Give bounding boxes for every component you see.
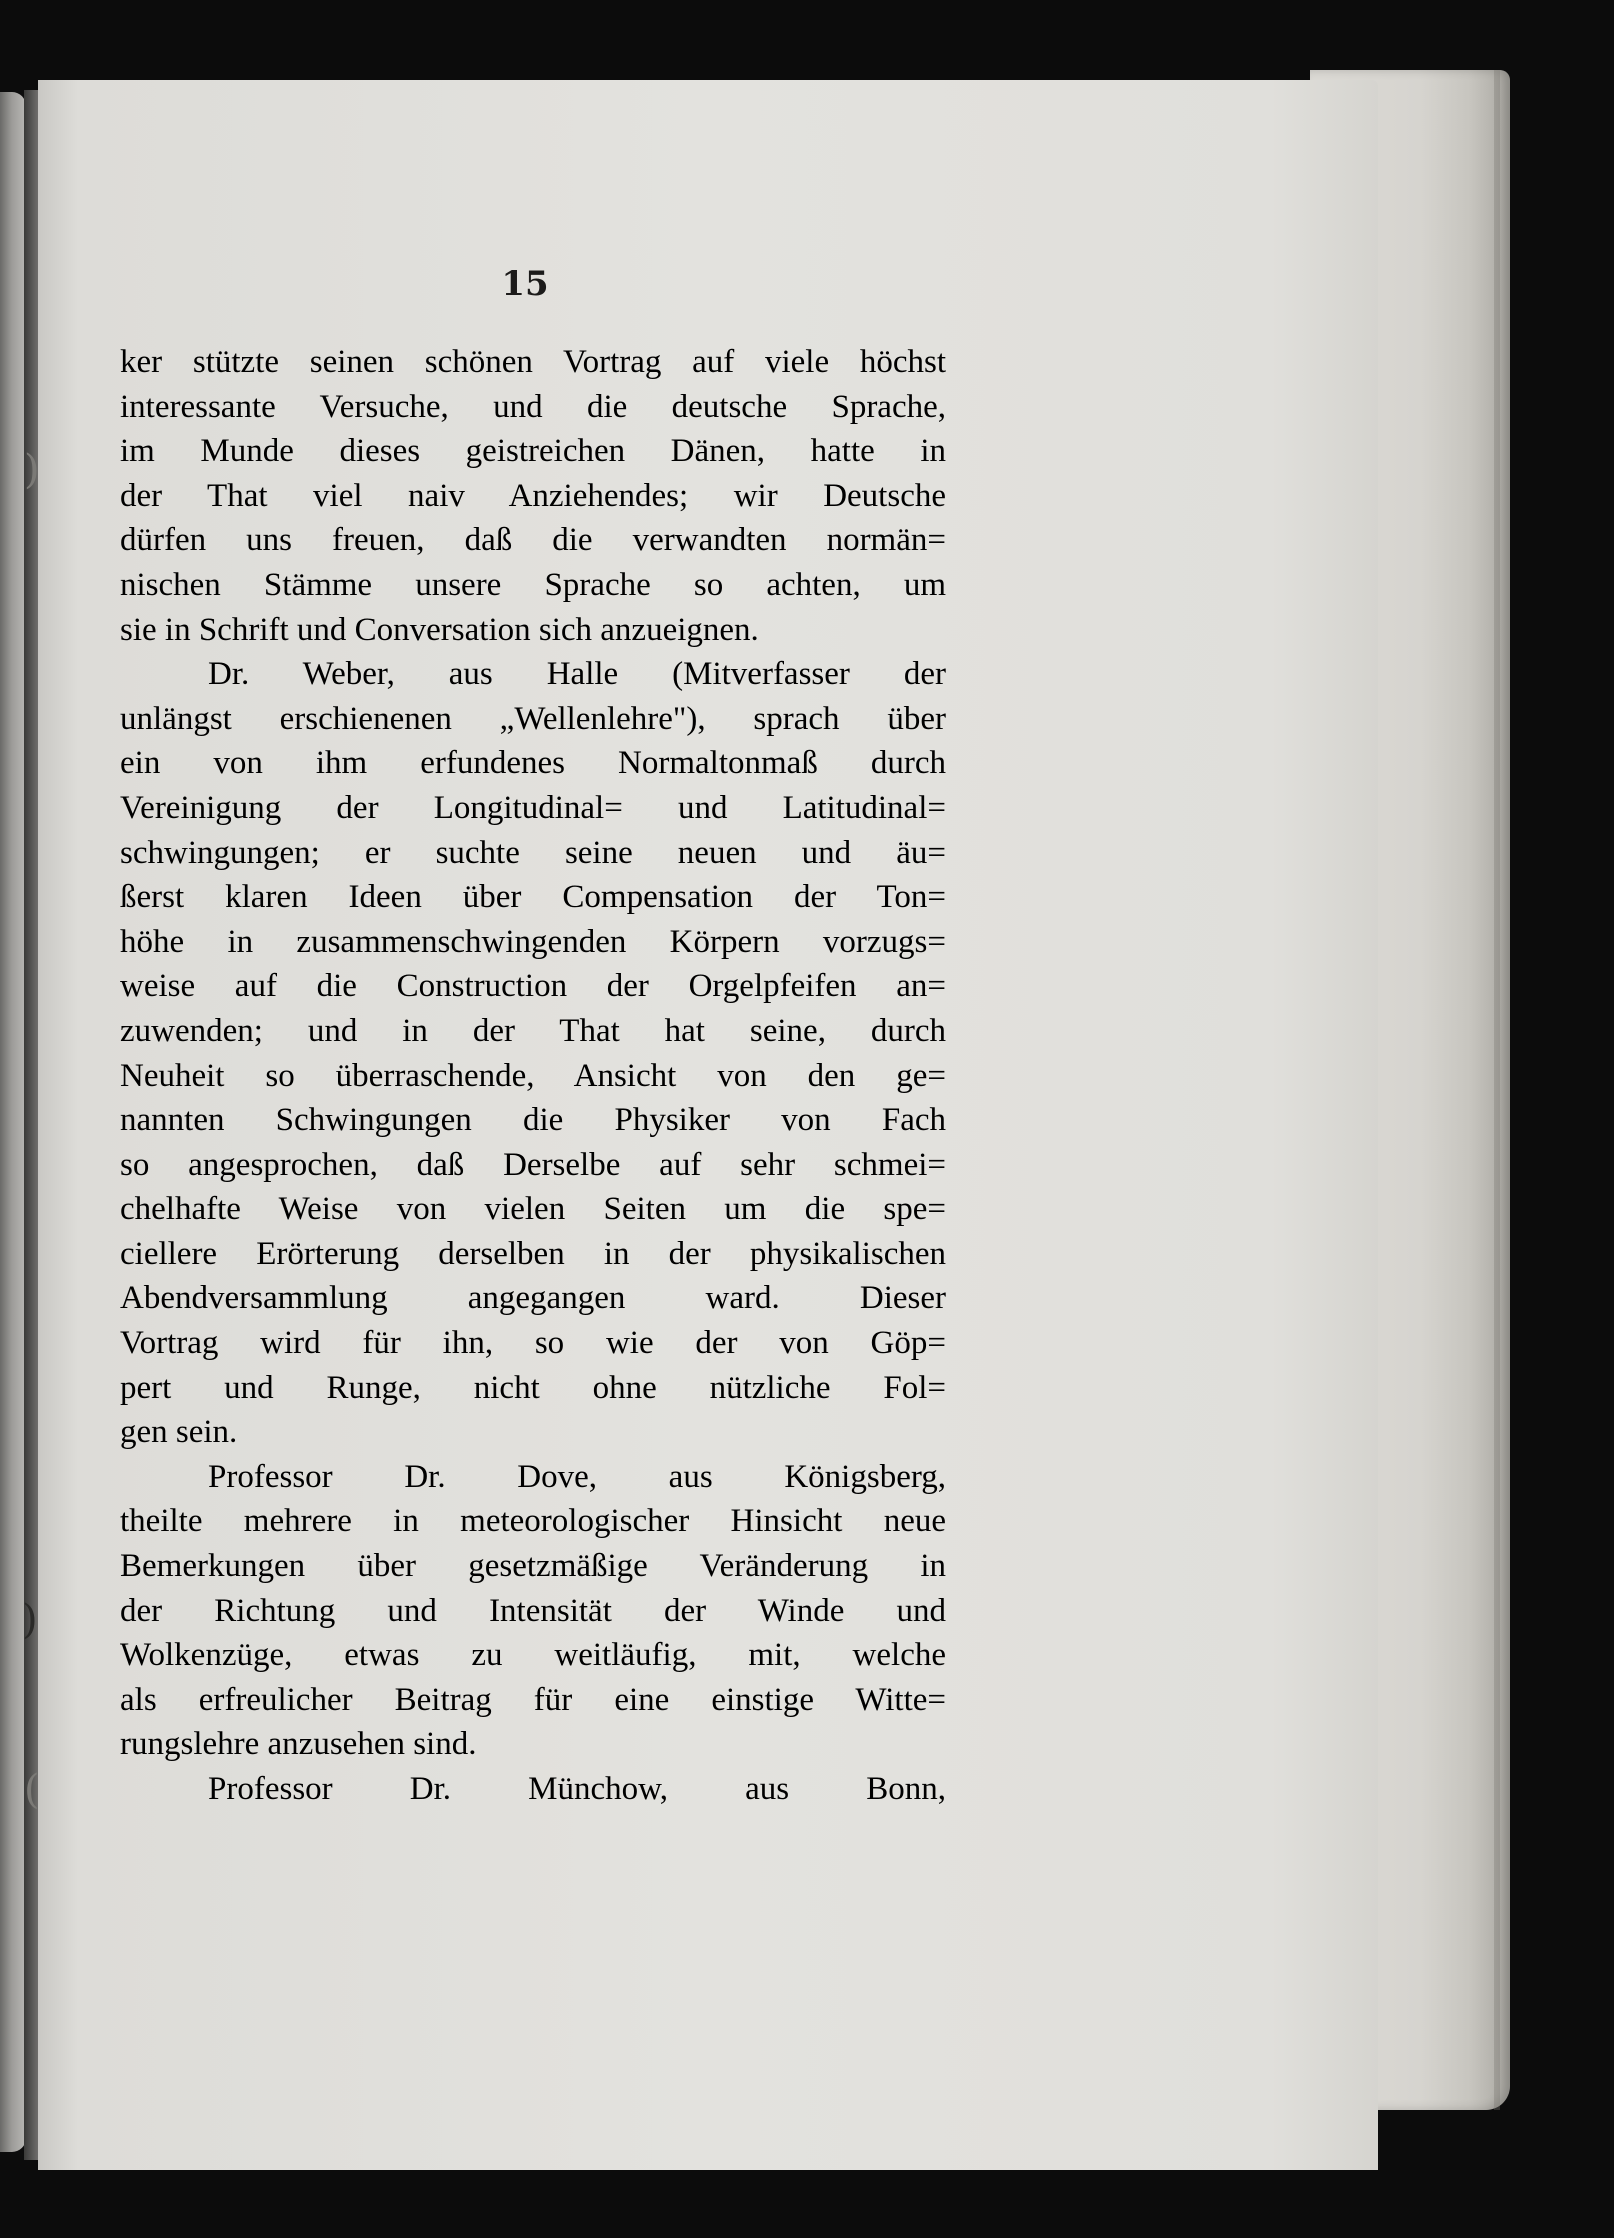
text-line: der Richtung und Intensität der Winde und bbox=[120, 1592, 946, 1629]
text-line: so angesprochen, daß Derselbe auf sehr schmei= bbox=[120, 1146, 946, 1183]
text-line: ßerst klaren Ideen über Compensation der Ton= bbox=[120, 879, 946, 916]
text-line: unlängst erschienenen „Wellenlehre"), sprach über bbox=[120, 700, 946, 737]
text-line: theilte mehrere in meteorologischer Hinsicht neue bbox=[120, 1503, 946, 1540]
margin-bracket-mark: ) bbox=[22, 1597, 38, 1643]
text-line: nannten Schwingungen die Physiker von Fach bbox=[120, 1102, 946, 1139]
text-line: Wolkenzüge, etwas zu weitläufig, mit, welche bbox=[120, 1637, 946, 1674]
previous-page-edge bbox=[0, 92, 26, 2152]
text-line: Vereinigung der Longitudinal= und Latitudinal= bbox=[120, 789, 946, 826]
page-number: 15 bbox=[501, 264, 549, 304]
text-line: im Munde dieses geistreichen Dänen, hatte in bbox=[120, 433, 946, 470]
text-line: zuwenden; und in der That hat seine, durch bbox=[120, 1012, 946, 1049]
margin-bracket-mark: ) bbox=[24, 447, 40, 493]
text-line: höhe in zusammenschwingenden Körpern vorzugs= bbox=[120, 923, 946, 960]
text-line: Bemerkungen über gesetzmäßige Veränderung in bbox=[120, 1548, 946, 1585]
text-line: dürfen uns freuen, daß die verwandten normän= bbox=[120, 522, 946, 559]
text-line: rungslehre anzusehen sind. bbox=[120, 1726, 477, 1763]
text-line: schwingungen; er suchte seine neuen und äu= bbox=[120, 834, 946, 871]
text-line: nischen Stämme unsere Sprache so achten, um bbox=[120, 566, 946, 603]
text-line: sie in Schrift und Conversation sich anzueignen. bbox=[120, 611, 759, 648]
text-line: als erfreulicher Beitrag für eine einstige Witte= bbox=[120, 1681, 946, 1718]
body-text bbox=[120, 340, 946, 1812]
paragraph-start-line: Dr. Weber, aus Halle (Mitverfasser der bbox=[208, 656, 946, 693]
text-line: ciellere Erörterung derselben in der physikalischen bbox=[120, 1235, 946, 1272]
margin-bracket-mark: ( bbox=[24, 1767, 40, 1813]
text-line: chelhafte Weise von vielen Seiten um die spe= bbox=[120, 1191, 946, 1228]
text-line: ker stützte seinen schönen Vortrag auf viele höchst bbox=[120, 344, 946, 380]
text-line: Abendversammlung angegangen ward. Dieser bbox=[120, 1280, 946, 1317]
paragraph-start-line: Professor Dr. Münchow, aus Bonn, bbox=[208, 1771, 946, 1807]
text-line: gen sein. bbox=[120, 1414, 238, 1451]
text-line: Vortrag wird für ihn, so wie der von Göp= bbox=[120, 1325, 946, 1362]
text-line: der That viel naiv Anziehendes; wir Deutsche bbox=[120, 477, 946, 514]
text-line: pert und Runge, nicht ohne nützliche Fol= bbox=[120, 1369, 946, 1406]
text-line: weise auf die Construction der Orgelpfeifen an= bbox=[120, 968, 946, 1005]
text-line: ein von ihm erfundenes Normaltonmaß durch bbox=[120, 745, 946, 782]
text-line: interessante Versuche, und die deutsche Sprache, bbox=[120, 388, 946, 425]
paragraph-start-line: Professor Dr. Dove, aus Königsberg, bbox=[208, 1458, 946, 1495]
text-line: Neuheit so überraschende, Ansicht von den ge= bbox=[120, 1057, 946, 1094]
